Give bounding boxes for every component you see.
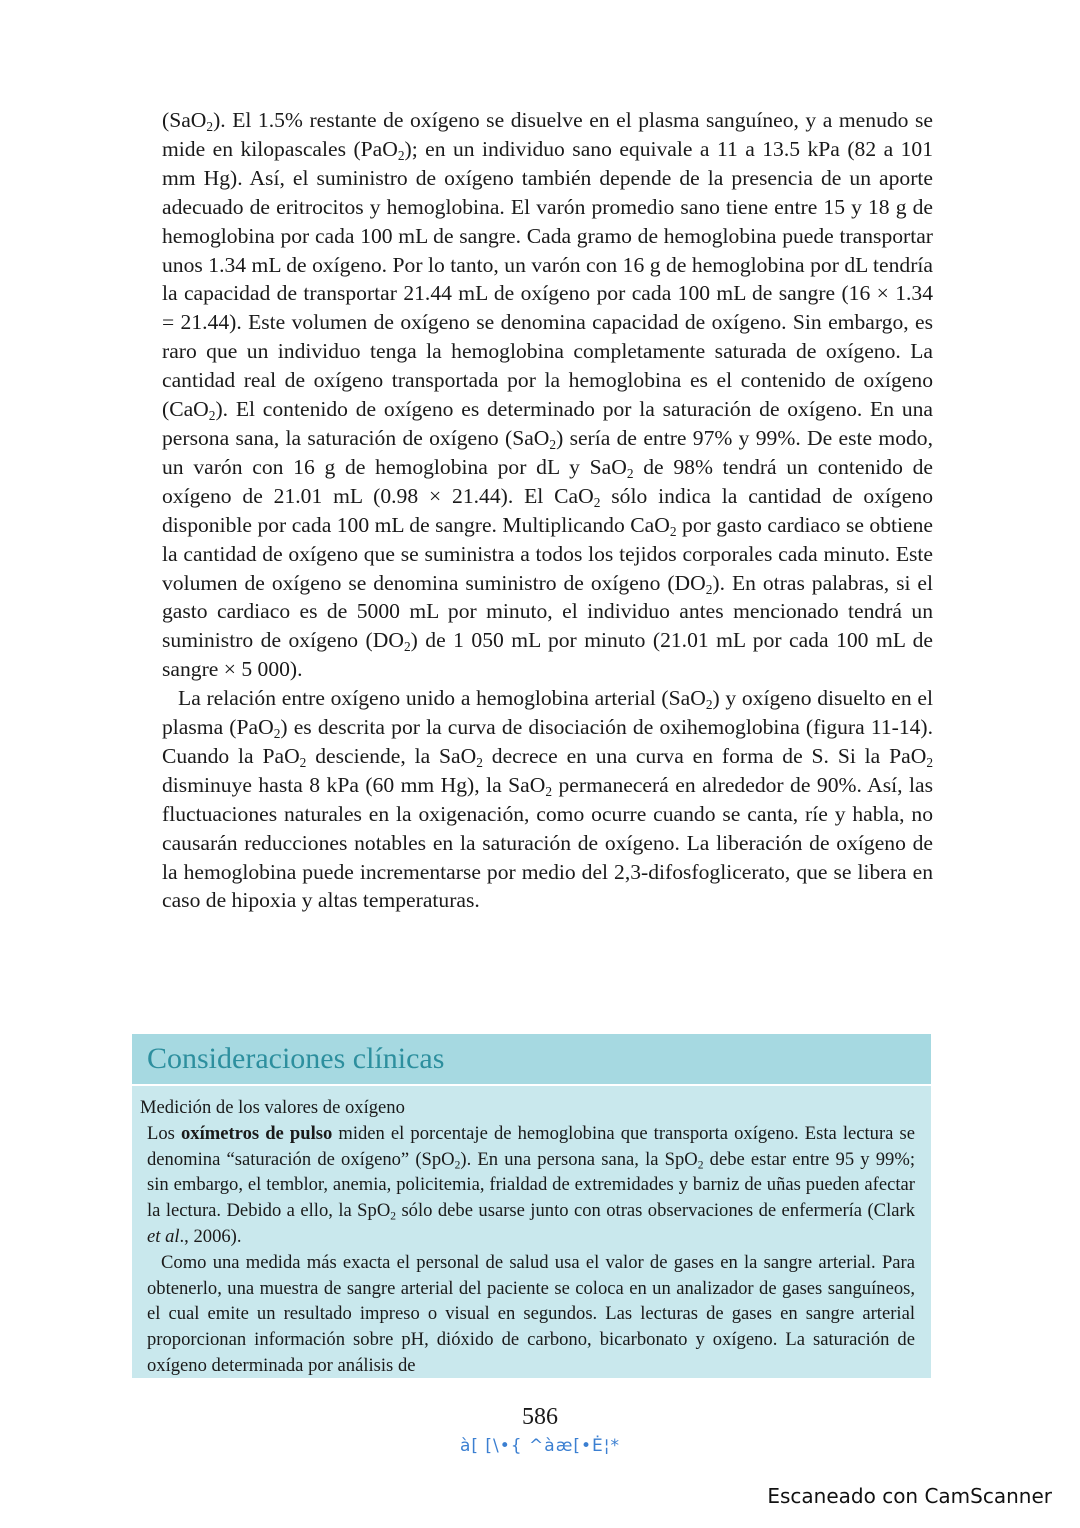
body-paragraph-1: (SaO$_2$). El 1.5% restante de oxígeno se disuelve en el plasma sanguíneo, y a menudo se mide en kilopascales (PaO$_2$); en un individuo sano equivale a 11 a 13.5 kPa (82 a 101 mm Hg). Así, el suministro de oxígeno también depende de la presencia de un aporte adecuado de eritrocitos y hemoglobina. El varón promedio sano tiene entre 15 y 18 g de hemoglobina por cada 100 mL de sangre. Cada gramo de hemoglobina puede transportar unos 1.34 mL de oxígeno. Por lo tanto, un varón con 16 g de hemoglobina por dL tendría la capacidad de transportar 21.44 mL de oxígeno por cada 100 mL de sangre (16 × 1.34 = 21.44). Este volumen de oxígeno se denomina capacidad de oxígeno. Sin embargo, es raro que un individuo tenga la hemoglobina completamente saturada de oxígeno. La cantidad real de oxígeno transportada por la hemoglobina es el contenido de oxígeno (CaO$_2$). El contenido de oxígeno es determinado por la saturación de oxígeno. En una persona sana, la saturación de oxígeno (SaO$_2$) sería de entre 97% y 99%. De este modo, un varón con 16 g de hemoglobina por dL y SaO$_2$ de 98% tendrá un contenido de oxígeno de 21.01 mL (0.98 × 21.44). El CaO$_2$ sólo indica la cantidad de oxígeno disponible por cada 100 mL de sangre. Multiplicando CaO$_2$ por gasto cardiaco se obtiene la cantidad de oxígeno que se suministra a todos los tejidos corporales cada minuto. Este volumen de oxígeno se denomina suministro de oxígeno $(DO_2)$. En otras palabras, si el gasto cardiaco es de 5000 mL por minuto, el individuo antes mencionado tendrá un suministro de oxígeno $(DO_2)$ de 1 050 mL por minuto (21.01 mL por cada 100 mL de sangre × 5 000). (162, 108, 934, 682)
watermark-text: à[ [\•{ ^àæ[•Ė¦* (459, 1436, 621, 1456)
camscanner-label: Escaneado con CamScanner (767, 1484, 1052, 1508)
clinical-box-paragraph-1: Los oxímetros de pulso miden el porcentaje de hemoglobina que transporta oxígeno. Esta lectura se denomina “saturación de oxígeno” (SpO$_2$). En una persona sana, la SpO$_2$ debe estar entre 95 y 99%; sin embargo, el temblor, anemia, policitemia, frialdad de extremidades y barniz de uñas pueden afectar la lectura. Debido a ello, la SpO$_2$ sólo debe usarse junto con otras observaciones de enfermería (Clark et al., 2006). (147, 1122, 915, 1247)
clinical-box-title: Consideraciones clínicas (132, 1034, 931, 1086)
clinical-box-body (132, 1086, 931, 1378)
clinical-box-paragraph-2: Como una medida más exacta el personal de salud usa el valor de gases en la sangre arterial. Para obtenerlo, una muestra de sangre arterial del paciente se coloca en un analizador de gases sanguíneos, el cual emite un resultado impreso o visual en segundos. Las lecturas de gases en sangre arterial proporcionan información sobre pH, dióxido de carbono, bicarbonato y oxígeno. La saturación de oxígeno determinada por análisis de (147, 1251, 915, 1376)
body-paragraph-2: La relación entre oxígeno unido a hemoglobina arterial (SaO$_2$) y oxígeno disuelto en el plasma (PaO$_2$) es descrita por la curva de disociación de oxihemoglobina (figura 11-14). Cuando la PaO$_2$ desciende, la SaO$_2$ decrece en una curva en forma de S. Si la PaO$_2$ disminuye hasta 8 kPa (60 mm Hg), la SaO$_2$ permanecerá en alrededor de 90%. Así, las fluctuaciones naturales en la oxigenación, como ocurre cuando se canta, ríe y habla, no causarán reducciones notables en la saturación de oxígeno. La liberación de oxígeno de la hemoglobina puede incrementarse por medio del 2,3-difosfoglicerato, que se libera en caso de hipoxia y altas temperaturas. (162, 686, 933, 913)
clinical-box-subtitle: Medición de los valores de oxígeno (140, 1097, 405, 1118)
clinical-considerations-box (132, 1034, 931, 1378)
page-number: 586 (522, 1404, 558, 1430)
body-text (162, 106, 933, 915)
